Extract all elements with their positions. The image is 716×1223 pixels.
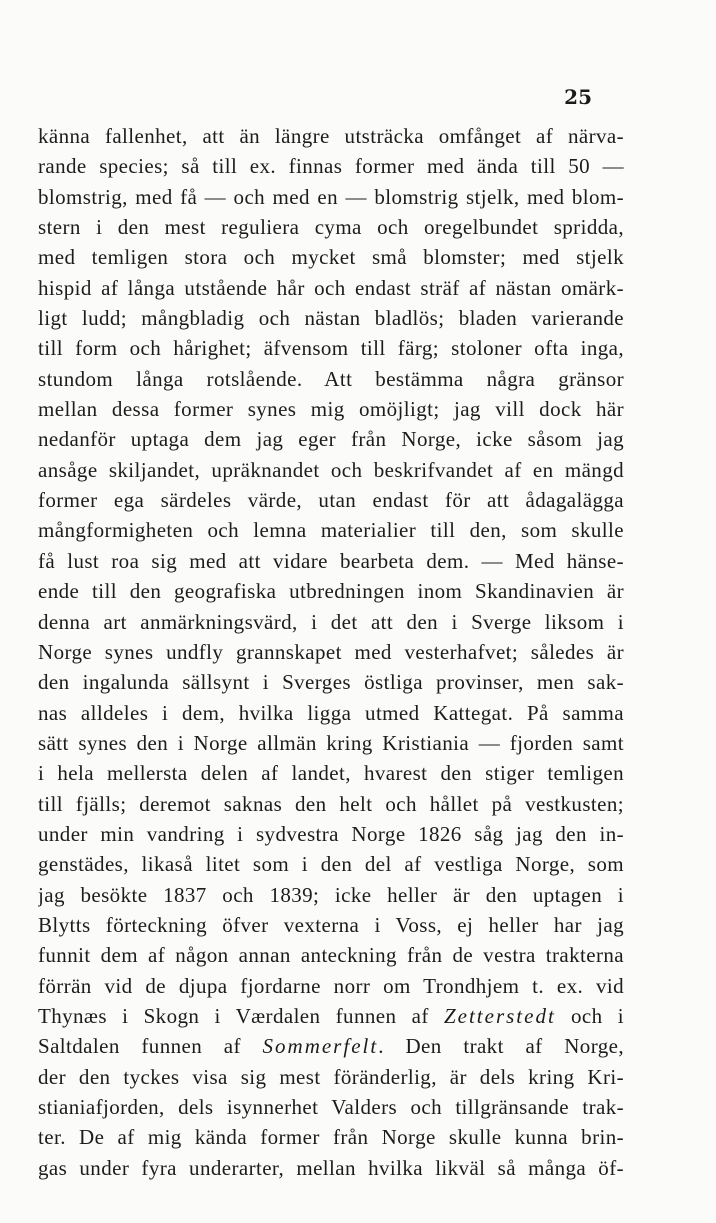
- text-line: Saltdalen funnen af Sommerfelt. Den trakt af Norge,: [38, 1034, 624, 1059]
- text-line: med temligen stora och mycket små blomster; med stjelk: [38, 245, 624, 270]
- text-line: genstädes, likaså litet som i den del af vestliga Norge, som: [38, 852, 624, 877]
- text-line: ansåge skiljandet, upräknandet och beskrifvandet af en mängd: [38, 457, 624, 482]
- text-line: den ingalunda sällsynt i Sverges östliga provinser, men sak-: [38, 670, 624, 695]
- text-line: funnit dem af någon annan anteckning från de vestra trakterna: [38, 943, 624, 968]
- text-line: ligt ludd; mångbladig och nästan bladlös; bladen varierande: [38, 306, 624, 331]
- text-line: mellan dessa former synes mig omöjligt; jag vill dock här: [38, 397, 624, 422]
- text-line: ende till den geografiska utbredningen inom Skandinavien är: [38, 579, 624, 604]
- text-line: stundom långa rotslående. Att bestämma några gränsor: [38, 366, 624, 391]
- text-line: mångformigheten och lemna materialier till den, som skulle: [38, 518, 624, 543]
- text-line: till form och hårighet; äfvensom till färg; stoloner ofta inga,: [38, 336, 624, 361]
- text-line: få lust roa sig med att vidare bearbeta dem. — Med hänse-: [38, 548, 624, 573]
- text-line: der den tyckes visa sig mest föränderlig, är dels kring Kri-: [38, 1064, 624, 1089]
- text-line: till fjälls; deremot saknas den helt och hållet på vestkusten;: [38, 791, 624, 816]
- text-line: gas under fyra underarter, mellan hvilka likväl så många öf-: [38, 1155, 624, 1180]
- text-line: stern i den mest reguliera cyma och oregelbundet spridda,: [38, 215, 624, 240]
- text-line: sätt synes den i Norge allmän kring Kristiania — fjorden samt: [38, 730, 624, 755]
- text-line: rande species; så till ex. finnas former med ända till 50 —: [38, 154, 624, 179]
- page-number: 25: [564, 85, 592, 109]
- text-line: hispid af långa utstående hår och endast sträf af nästan omärk-: [38, 275, 624, 300]
- text-line: i hela mellersta delen af landet, hvarest den stiger temligen: [38, 761, 624, 786]
- text-line: Norge synes undfly grannskapet med vesterhafvet; således är: [38, 639, 624, 664]
- text-line: förrän vid de djupa fjordarne norr om Trondhjem t. ex. vid: [38, 973, 624, 998]
- text-line: denna art anmärkningsvärd, i det att den i Sverge liksom i: [38, 609, 624, 634]
- text-line: känna fallenhet, att än längre utsträcka omfånget af närva-: [38, 124, 624, 148]
- text-line: nas alldeles i dem, hvilka ligga utmed Kattegat. På samma: [38, 700, 624, 725]
- text-line: Blytts förteckning öfver vexterna i Voss, ej heller har jag: [38, 912, 624, 937]
- text-line: nedanför uptaga dem jag eger från Norge, icke såsom jag: [38, 427, 624, 452]
- body-text: [38, 121, 624, 1183]
- text-line: blomstrig, med få — och med en — blomstrig stjelk, med blom-: [38, 184, 624, 209]
- text-line: jag besökte 1837 och 1839; icke heller är den uptagen i: [38, 882, 624, 907]
- text-line: under min vandring i sydvestra Norge 1826 såg jag den in-: [38, 821, 624, 846]
- text-line: Thynæs i Skogn i Værdalen funnen af Zetterstedt och i: [38, 1003, 624, 1028]
- text-line: ter. De af mig kända former från Norge skulle kunna brin-: [38, 1125, 624, 1150]
- text-line: stianiafjorden, dels isynnerhet Valders och tillgränsande trak-: [38, 1095, 624, 1119]
- text-line: former ega särdeles värde, utan endast för att ådagalägga: [38, 488, 624, 513]
